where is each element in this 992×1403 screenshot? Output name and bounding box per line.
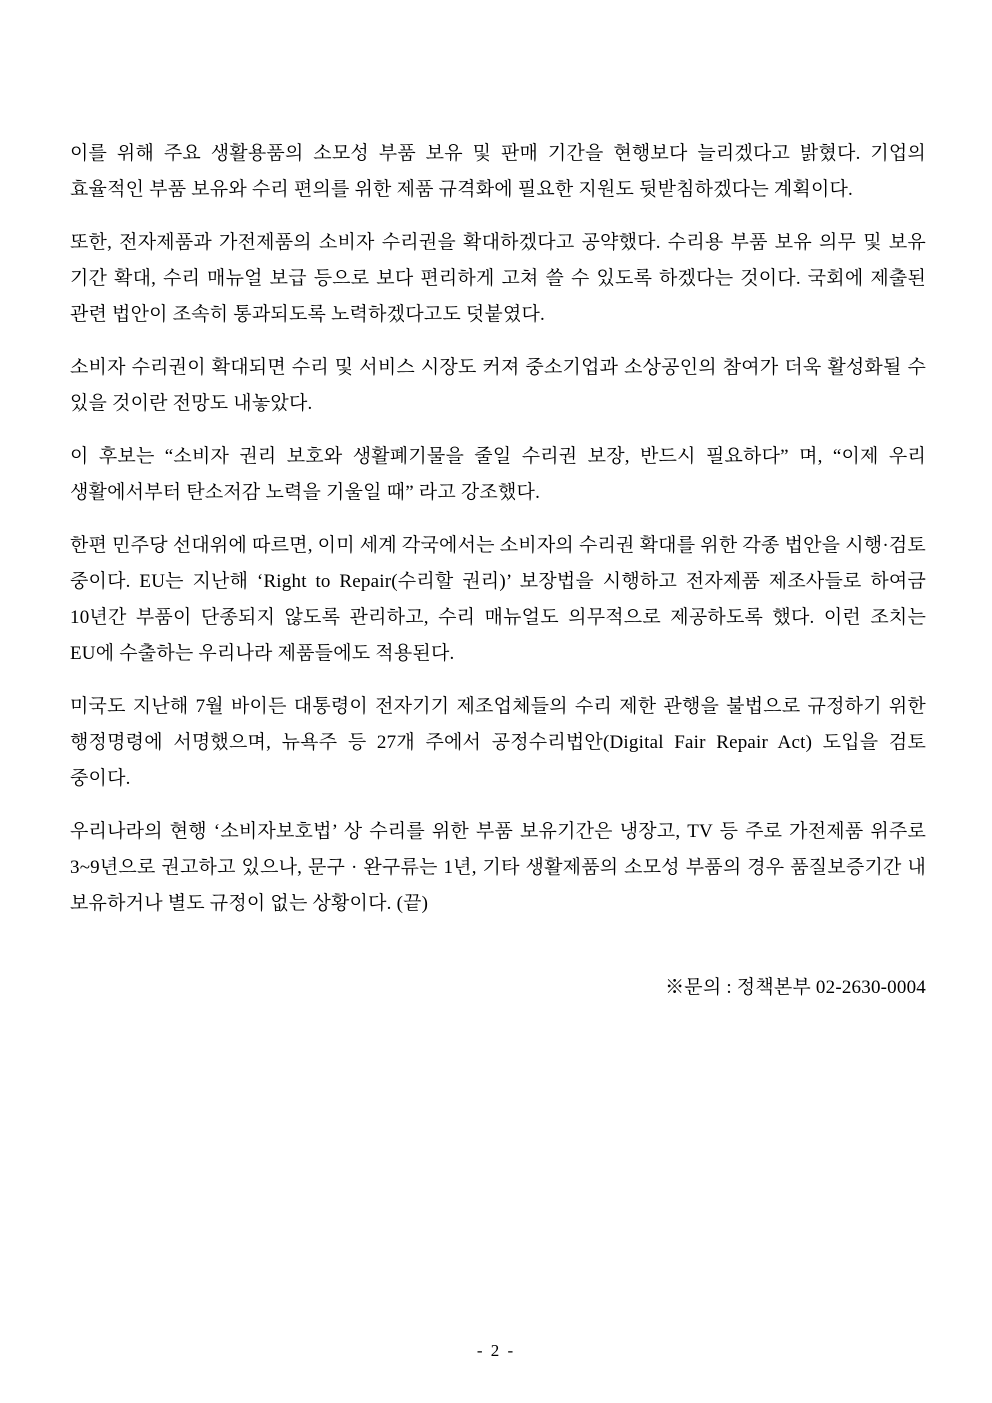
body-paragraph-6: 미국도 지난해 7월 바이든 대통령이 전자기기 제조업체들의 수리 제한 관행을 불법으로 규정하기 위한 행정명령에 서명했으며, 뉴욕주 등 27개 주에서 공정수리법안(Digital Fair Repair Act) 도입을 검토 중이다. [70, 696, 926, 789]
body-paragraph-2: 또한, 전자제품과 가전제품의 소비자 수리권을 확대하겠다고 공약했다. 수리용 부품 보유 의무 및 보유 기간 확대, 수리 매뉴얼 보급 등으로 보다 편리하게 고쳐 쓸 수 있도록 하겠다는 것이다. 국회에 제출된 관련 법안이 조속히 통과되도록 노력하겠다고도 덧붙였다. [70, 232, 926, 325]
page-number: - 2 - [476, 1341, 516, 1360]
body-paragraph-1: 이를 위해 주요 생활용품의 소모성 부품 보유 및 판매 기간을 현행보다 늘리겠다고 밝혔다. 기업의 효율적인 부품 보유와 수리 편의를 위한 제품 규격화에 필요한 지원도 뒷받침하겠다는 계획이다. [70, 143, 926, 200]
body-paragraph-5: 한편 민주당 선대위에 따르면, 이미 세계 각국에서는 소비자의 수리권 확대를 위한 각종 법안을 시행·검토 중이다. EU는 지난해 ‘Right to Repair(수리할 권리)’ 보장법을 시행하고 전자제품 제조사들로 하여금 10년간 부품이 단종되지 않도록 관리하고, 수리 매뉴얼도 의무적으로 제공하도록 했다. 이런 조치는 EU에 수출하는 우리나라 제품들에도 적용된다. [70, 535, 926, 664]
contact-note: ※문의 : 정책본부 02-2630-0004 [665, 977, 926, 998]
body-paragraph-3: 소비자 수리권이 확대되면 수리 및 서비스 시장도 커져 중소기업과 소상공인의 참여가 더욱 활성화될 수 있을 것이란 전망도 내놓았다. [70, 357, 926, 414]
document-body [70, 136, 926, 1023]
body-paragraph-7: 우리나라의 현행 ‘소비자보호법’ 상 수리를 위한 부품 보유기간은 냉장고, TV 등 주로 가전제품 위주로 3~9년으로 권고하고 있으나, 문구 · 완구류는 1년, 기타 생활제품의 소모성 부품의 경우 품질보증기간 내 보유하거나 별도 규정이 없는 상황이다. (끝) [70, 821, 926, 914]
body-paragraph-4: 이 후보는 “소비자 권리 보호와 생활폐기물을 줄일 수리권 보장, 반드시 필요하다” 며, “이제 우리 생활에서부터 탄소저감 노력을 기울일 때” 라고 강조했다. [70, 446, 926, 503]
